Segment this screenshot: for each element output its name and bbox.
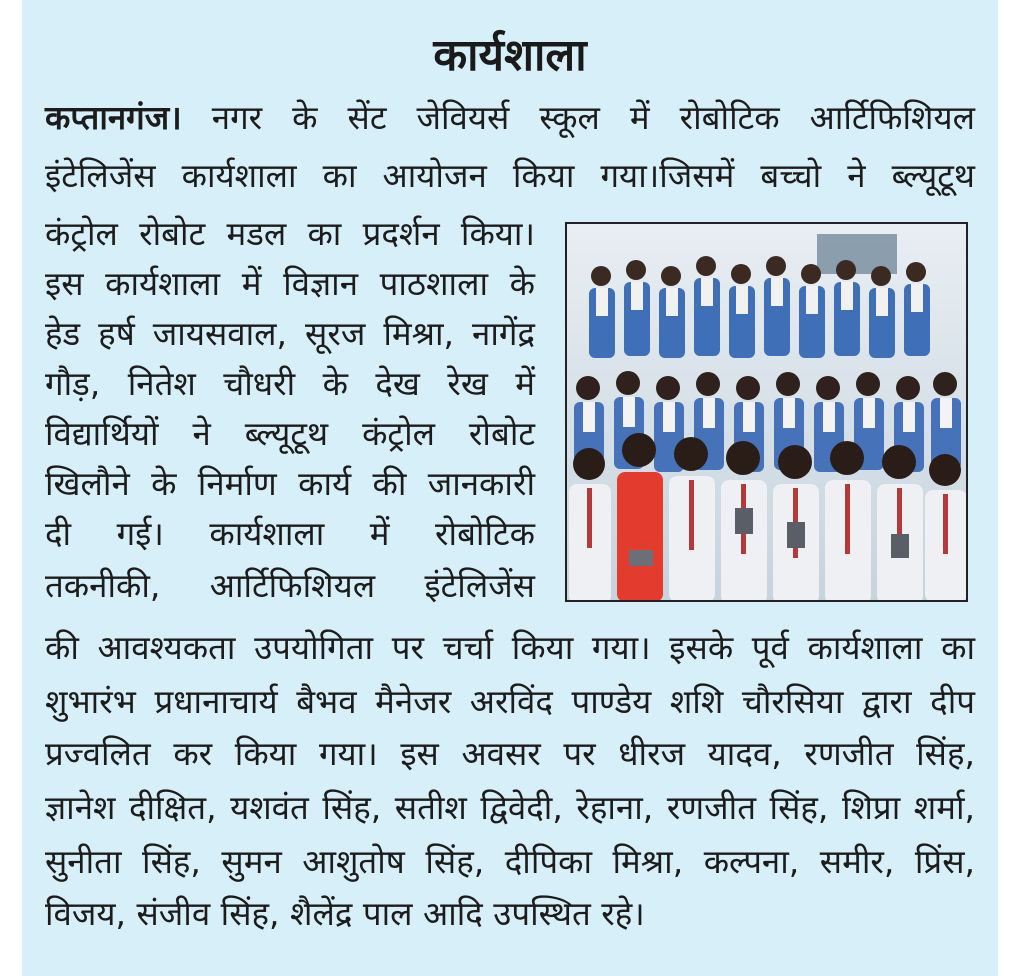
article-line-16: विजय, संजीव सिंह, शैलेंद्र पाल आदि उपस्थित रहे। (45, 894, 645, 933)
article-dateline: कप्तानगंज। (45, 98, 182, 137)
article-line-8: खिलौने के निर्माण कार्य की जानकारी (45, 464, 535, 503)
article-line-12: शुभारंभ प्रधानाचार्य बैभव मैनेजर अरविंद पाण्डेय शशि चौरसिया द्वारा दीप (45, 682, 975, 721)
article-line-9: दी गई। कार्यशाला में रोबोटिक (45, 514, 535, 553)
article-line-11: की आवश्यकता उपयोगिता पर चर्चा किया गया। इसके पूर्व कार्यशाला का (45, 628, 975, 667)
group-photo-illustration (567, 224, 966, 600)
article-headline: कार्यशाला (433, 30, 587, 81)
article-line-2: इंटेलिजेंस कार्यशाला का आयोजन किया गया।जिसमें बच्चो ने ब्ल्यूटूथ (45, 156, 975, 195)
article-line-15: सुनीता सिंह, सुमन आशुतोष सिंह, दीपिका मिश्रा, कल्पना, समीर, प्रिंस, (45, 842, 975, 881)
article-line-14: ज्ञानेश दीक्षित, यशवंत सिंह, सतीश द्विवेदी, रेहाना, रणजीत सिंह, शिप्रा शर्मा, (45, 788, 975, 827)
article-line-6: गौड़, नितेश चौधरी के देख रेख में (45, 364, 535, 403)
article-line-13: प्रज्वलित कर किया गया। इस अवसर पर धीरज यादव, रणजीत सिंह, (45, 734, 975, 773)
article-line-4: इस कार्यशाला में विज्ञान पाठशाला के (45, 264, 535, 303)
article-line-1-text: नगर के सेंट जेवियर्स स्कूल में रोबोटिक आर्टिफिशियल (211, 98, 975, 137)
article-line-3: कंट्रोल रोबोट मडल का प्रदर्शन किया। (45, 214, 535, 253)
article-line-1 (45, 96, 975, 140)
article-line-5: हेड हर्ष जायसवाल, सूरज मिश्रा, नागेंद्र (45, 314, 535, 353)
page-margin (998, 0, 1032, 976)
article-line-10: तकनीकी, आर्टिफिशियल इंटेलिजेंस (45, 566, 535, 605)
article-line-7: विद्यार्थियों ने ब्ल्यूटूथ कंट्रोल रोबोट (45, 414, 535, 453)
group-photo (565, 222, 968, 602)
